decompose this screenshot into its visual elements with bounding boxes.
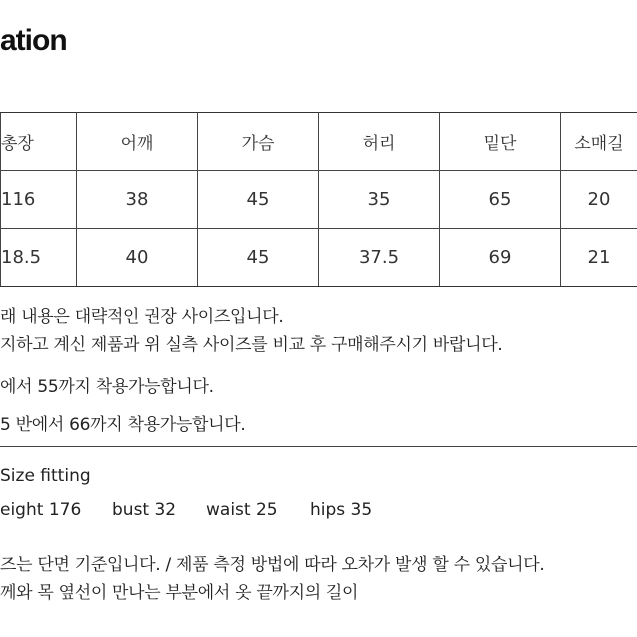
table-header-row bbox=[1, 113, 637, 171]
page-title: ation bbox=[0, 24, 67, 57]
model-waist: waist 25 bbox=[206, 500, 278, 520]
header-cell-chest: 가슴 bbox=[198, 113, 319, 171]
table-cell: 65 bbox=[440, 171, 561, 229]
table-row bbox=[1, 229, 637, 287]
size-table bbox=[0, 112, 637, 287]
footer-note: 께와 목 옆선이 만나는 부분에서 옷 끝까지의 길이 bbox=[0, 583, 359, 603]
table-cell: 38 bbox=[77, 171, 198, 229]
model-height: eight 176 bbox=[0, 500, 82, 520]
table-cell: 40 bbox=[77, 229, 198, 287]
note-line: 5 반에서 66까지 착용가능합니다. bbox=[0, 415, 246, 435]
table-cell: 20 bbox=[561, 171, 637, 229]
table-cell: 21 bbox=[561, 229, 637, 287]
table-cell: 35 bbox=[319, 171, 440, 229]
table-row bbox=[1, 171, 637, 229]
table-cell: 37.5 bbox=[319, 229, 440, 287]
model-fitting-title: Size fitting bbox=[0, 466, 91, 486]
note-line: 에서 55까지 착용가능합니다. bbox=[0, 377, 214, 397]
header-cell-waist: 허리 bbox=[319, 113, 440, 171]
note-line: 래 내용은 대략적인 권장 사이즈입니다. bbox=[0, 307, 284, 327]
table-cell: 69 bbox=[440, 229, 561, 287]
section-divider bbox=[0, 446, 637, 447]
table-cell: 116 bbox=[1, 171, 77, 229]
header-cell-hem: 밑단 bbox=[440, 113, 561, 171]
footer-note: 즈는 단면 기준입니다. / 제품 측정 방법에 따라 오차가 발생 할 수 있습니다. bbox=[0, 555, 545, 575]
header-cell-sleeve: 소매길 bbox=[561, 113, 637, 171]
header-cell-length: 총장 bbox=[1, 113, 77, 171]
table-cell: 18.5 bbox=[1, 229, 77, 287]
header-cell-shoulder: 어깨 bbox=[77, 113, 198, 171]
table-cell: 45 bbox=[198, 171, 319, 229]
note-line: 지하고 계신 제품과 위 실측 사이즈를 비교 후 구매해주시기 바랍니다. bbox=[0, 335, 503, 355]
model-bust: bust 32 bbox=[112, 500, 177, 520]
model-hips: hips 35 bbox=[310, 500, 373, 520]
table-cell: 45 bbox=[198, 229, 319, 287]
